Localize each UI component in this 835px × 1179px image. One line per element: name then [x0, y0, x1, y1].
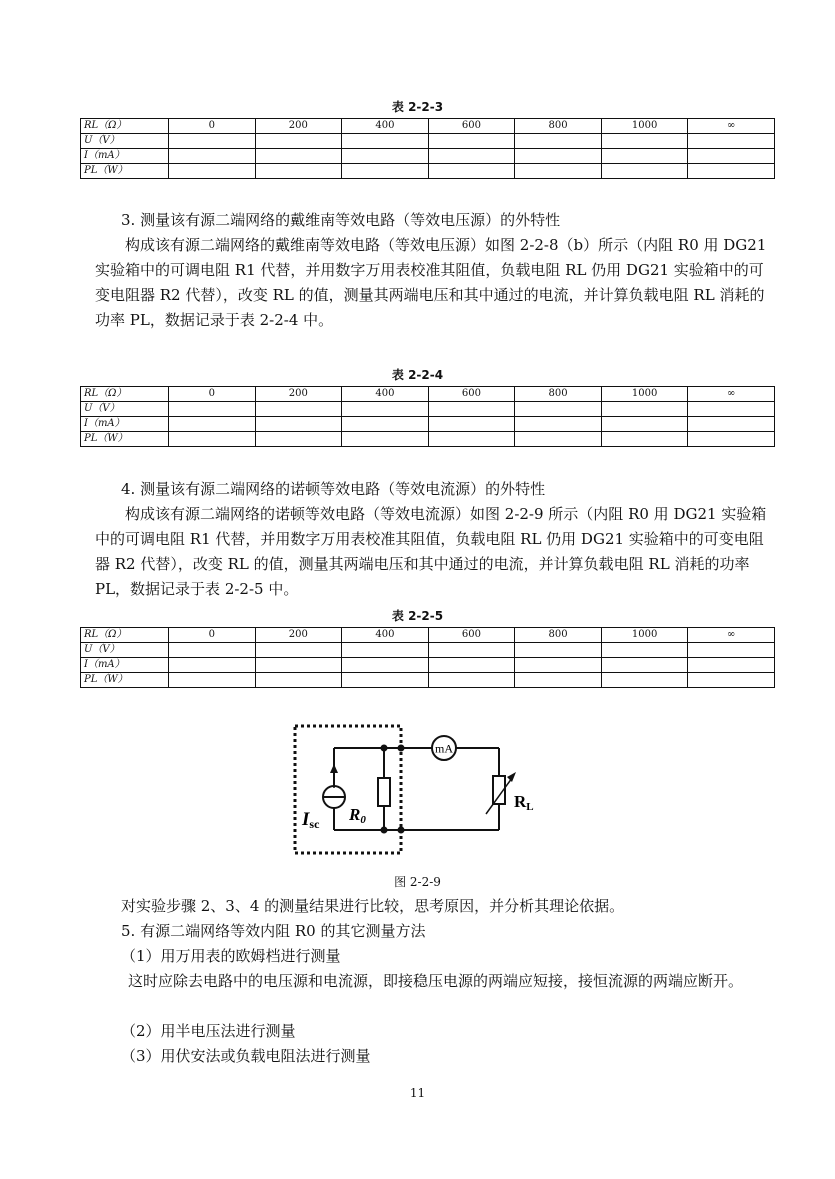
empty-cell [169, 673, 256, 688]
table-header-row [81, 628, 775, 643]
empty-cell [515, 402, 602, 417]
empty-cell [601, 432, 688, 447]
section-4-body [95, 502, 775, 602]
empty-cell [169, 134, 256, 149]
section-4-paragraph: 构成该有源二端网络的诺顿等效电路（等效电流源）如图 2-2-9 所示（内阻 R0 用 DG21 实验箱中的可调电阻 R1 代替，并用数字万用表校准其阻值，负载电阻 RL 仍用 DG21 实验箱中的可变电阻器 R2 代替），改变 RL 的值，测量其两端电压和其中通过的电流，并计算负载电阻 RL 消耗的功率 PL，数据记录于表 2-2-5 中。 [95, 505, 767, 598]
row-label: I（mA） [81, 417, 169, 432]
method-1-paragraph: 这时应除去电路中的电压源和电流源，即接稳压电源的两端应短接，接恒流源的两端应断开。 [128, 972, 744, 990]
column-header: 600 [428, 628, 515, 643]
empty-cell [342, 643, 429, 658]
data-table-2-2-3 [80, 118, 775, 179]
empty-cell [342, 149, 429, 164]
column-header: ∞ [688, 628, 775, 643]
meter-label: mA [435, 741, 453, 756]
empty-cell [688, 149, 775, 164]
method-1-heading: （1）用万用表的欧姆档进行测量 [121, 947, 341, 965]
empty-cell [515, 673, 602, 688]
empty-cell [169, 643, 256, 658]
header-label: RL（Ω） [81, 387, 169, 402]
empty-cell [515, 432, 602, 447]
empty-cell [255, 432, 342, 447]
empty-cell [428, 432, 515, 447]
empty-cell [601, 149, 688, 164]
empty-cell [515, 164, 602, 179]
method-1-body [95, 969, 775, 994]
table-row [81, 658, 775, 673]
empty-cell [688, 134, 775, 149]
row-label: I（mA） [81, 658, 169, 673]
isc-sub: sc [309, 817, 320, 831]
column-header: 0 [169, 628, 256, 643]
empty-cell [428, 164, 515, 179]
empty-cell [255, 134, 342, 149]
figure-caption: 图 2-2-9 [394, 875, 441, 889]
empty-cell [601, 417, 688, 432]
empty-cell [601, 134, 688, 149]
section-3-paragraph: 构成该有源二端网络的戴维南等效电路（等效电压源）如图 2-2-8（b）所示（内阻 R0 用 DG21 实验箱中的可调电阻 R1 代替，并用数字万用表校准其阻值，负载电阻 RL 仍用 DG21 实验箱中的可变电阻器 R2 代替），改变 RL 的值，测量其两端电压和其中通过的电流，并计算负载电阻 RL 消耗的功率 PL，数据记录于表 2-2-4 中。 [95, 236, 767, 329]
empty-cell [169, 417, 256, 432]
empty-cell [342, 432, 429, 447]
header-label: RL（Ω） [81, 119, 169, 134]
empty-cell [169, 402, 256, 417]
row-label: I（mA） [81, 149, 169, 164]
column-header: 400 [342, 119, 429, 134]
data-table-2-2-4 [80, 386, 775, 447]
empty-cell [428, 417, 515, 432]
empty-cell [342, 658, 429, 673]
empty-cell [428, 658, 515, 673]
column-header: 200 [255, 119, 342, 134]
empty-cell [601, 164, 688, 179]
column-header: 800 [515, 387, 602, 402]
section-3-heading: 3. 测量该有源二端网络的戴维南等效电路（等效电压源）的外特性 [121, 211, 561, 229]
table-row [81, 402, 775, 417]
table-caption-2-2-3: 表 2-2-3 [391, 100, 444, 114]
table-caption-2-2-4: 表 2-2-4 [391, 368, 444, 382]
empty-cell [255, 402, 342, 417]
empty-cell [169, 164, 256, 179]
section-3-body [95, 233, 775, 333]
column-header: 400 [342, 628, 429, 643]
empty-cell [515, 658, 602, 673]
terminal-dot [398, 827, 405, 834]
column-header: 600 [428, 387, 515, 402]
empty-cell [688, 417, 775, 432]
column-header: 600 [428, 119, 515, 134]
column-header: 0 [169, 387, 256, 402]
table-row [81, 164, 775, 179]
empty-cell [515, 417, 602, 432]
table-row [81, 643, 775, 658]
empty-cell [428, 402, 515, 417]
empty-cell [255, 643, 342, 658]
empty-cell [688, 402, 775, 417]
resistor-r0-icon [378, 778, 390, 806]
column-header: 400 [342, 387, 429, 402]
empty-cell [601, 673, 688, 688]
table-row [81, 432, 775, 447]
empty-cell [515, 149, 602, 164]
conclusion-text: 对实验步骤 2、3、4 的测量结果进行比较，思考原因，并分析其理论依据。 [121, 897, 625, 915]
table-row [81, 149, 775, 164]
method-3-heading: （3）用伏安法或负载电阻法进行测量 [121, 1047, 371, 1065]
empty-cell [515, 643, 602, 658]
empty-cell [428, 134, 515, 149]
data-table-2-2-5 [80, 627, 775, 688]
isc-main: I [302, 809, 310, 830]
empty-cell [601, 643, 688, 658]
row-label: U（V） [81, 402, 169, 417]
column-header: 1000 [601, 387, 688, 402]
arrow-head-icon [330, 764, 338, 773]
norton-circuit-diagram [290, 720, 534, 860]
row-label: U（V） [81, 643, 169, 658]
table-header-row [81, 119, 775, 134]
empty-cell [342, 164, 429, 179]
empty-cell [428, 673, 515, 688]
column-header: 1000 [601, 628, 688, 643]
r0-label: R0 [349, 805, 366, 826]
column-header: ∞ [688, 387, 775, 402]
empty-cell [342, 417, 429, 432]
empty-cell [255, 417, 342, 432]
empty-cell [255, 673, 342, 688]
empty-cell [342, 673, 429, 688]
terminal-dot [398, 745, 405, 752]
empty-cell [255, 164, 342, 179]
empty-cell [688, 432, 775, 447]
rl-label: RL [514, 792, 534, 813]
table-row [81, 673, 775, 688]
empty-cell [428, 149, 515, 164]
empty-cell [255, 149, 342, 164]
column-header: 0 [169, 119, 256, 134]
empty-cell [342, 402, 429, 417]
section-5-heading: 5. 有源二端网络等效内阻 R0 的其它测量方法 [121, 922, 426, 940]
row-label: PL（W） [81, 432, 169, 447]
column-header: 800 [515, 628, 602, 643]
empty-cell [255, 658, 342, 673]
row-label: PL（W） [81, 164, 169, 179]
column-header: 800 [515, 119, 602, 134]
junction-dot [381, 827, 388, 834]
empty-cell [342, 134, 429, 149]
method-2-heading: （2）用半电压法进行测量 [121, 1022, 296, 1040]
row-label: U（V） [81, 134, 169, 149]
empty-cell [688, 658, 775, 673]
empty-cell [169, 432, 256, 447]
junction-dot [381, 745, 388, 752]
column-header: 1000 [601, 119, 688, 134]
row-label: PL（W） [81, 673, 169, 688]
empty-cell [169, 658, 256, 673]
table-header-row [81, 387, 775, 402]
empty-cell [688, 643, 775, 658]
empty-cell [515, 134, 602, 149]
empty-cell [601, 658, 688, 673]
column-header: ∞ [688, 119, 775, 134]
column-header: 200 [255, 387, 342, 402]
table-row [81, 417, 775, 432]
empty-cell [688, 164, 775, 179]
empty-cell [428, 643, 515, 658]
empty-cell [169, 149, 256, 164]
header-label: RL（Ω） [81, 628, 169, 643]
table-row [81, 134, 775, 149]
page-number: 11 [409, 1086, 426, 1100]
table-caption-2-2-5: 表 2-2-5 [391, 609, 444, 623]
column-header: 200 [255, 628, 342, 643]
source-label [301, 809, 320, 831]
arrow-head-icon [507, 772, 516, 782]
empty-cell [688, 673, 775, 688]
section-4-heading: 4. 测量该有源二端网络的诺顿等效电路（等效电流源）的外特性 [121, 480, 546, 498]
empty-cell [601, 402, 688, 417]
